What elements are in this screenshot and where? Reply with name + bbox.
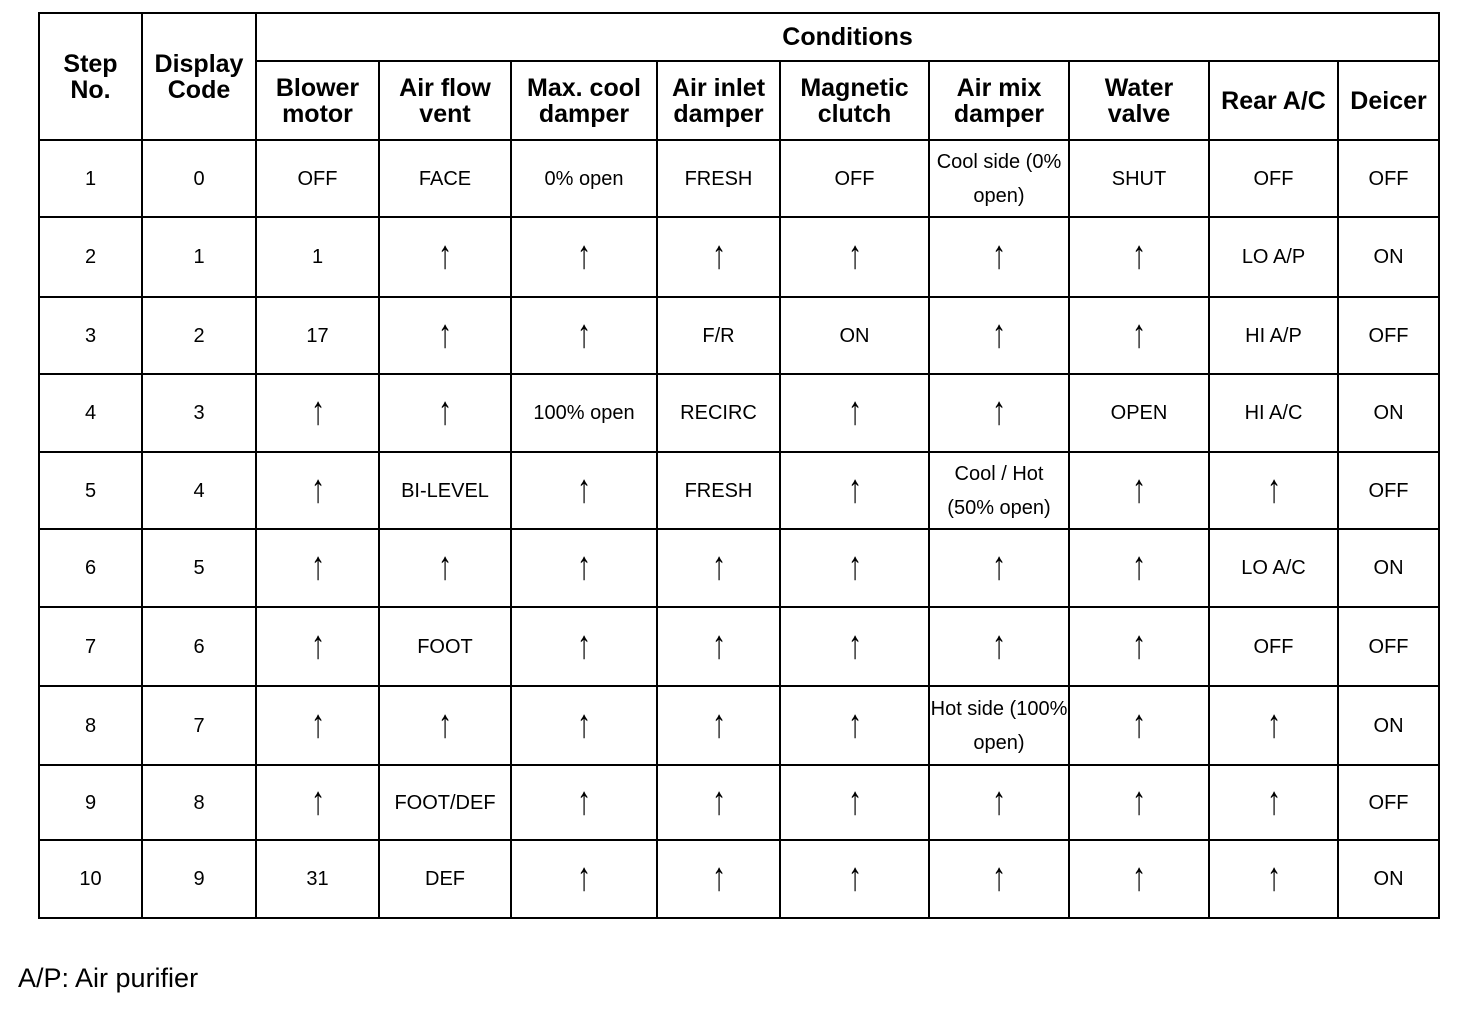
table-cell: [1069, 529, 1209, 607]
cell-text: 17: [306, 324, 329, 347]
table-cell: [929, 765, 1069, 840]
cell-text: 1: [193, 246, 205, 268]
cell-text: ON: [1373, 714, 1404, 737]
table-cell: [511, 297, 657, 374]
cell-text: RECIRC: [680, 402, 757, 424]
table-cell: [1209, 840, 1338, 918]
arrow-up-icon: ↑: [847, 389, 862, 433]
cell-text: 7: [84, 635, 97, 658]
table-cell: [1069, 217, 1209, 297]
table-row: [39, 452, 1439, 529]
table-cell: [929, 297, 1069, 374]
arrow-up-icon: ↑: [310, 466, 325, 511]
table-cell: [1209, 452, 1338, 529]
header-column: Air mix damper: [929, 61, 1069, 140]
table-cell: [1338, 686, 1439, 765]
arrow-up-icon: ↑: [847, 855, 862, 899]
cell-text: 2: [193, 324, 205, 347]
arrow-up-icon: ↑: [1132, 233, 1146, 277]
cell-text: SHUT: [1111, 167, 1167, 190]
table-cell: [379, 607, 511, 686]
table-cell: [1338, 529, 1439, 607]
cell-text: 4: [193, 479, 205, 502]
arrow-up-icon: ↑: [847, 466, 862, 511]
table-cell: [511, 452, 657, 529]
cell-text: 7: [193, 714, 205, 737]
table-row: [39, 374, 1439, 452]
table-cell: [511, 374, 657, 452]
cell-text: 4: [84, 402, 97, 424]
table-cell: [142, 297, 256, 374]
cell-text: 5: [84, 479, 97, 502]
table-cell: [256, 140, 379, 217]
arrow-up-icon: ↑: [1132, 855, 1146, 899]
arrow-up-icon: ↑: [577, 855, 591, 899]
table-cell: [511, 217, 657, 297]
table-cell: [780, 374, 929, 452]
cell-text: 31: [306, 868, 329, 890]
arrow-up-icon: ↑: [310, 778, 325, 823]
cell-text: 8: [193, 791, 205, 814]
header-column: Rear A/C: [1209, 61, 1338, 140]
table-cell: [929, 840, 1069, 918]
cell-text: OFF: [1253, 167, 1294, 190]
table-cell: [657, 765, 780, 840]
table-cell: [511, 765, 657, 840]
table-cell: [929, 217, 1069, 297]
arrow-up-icon: ↑: [711, 701, 726, 746]
arrow-up-icon: ↑: [577, 778, 591, 823]
cell-text: DEF: [425, 868, 465, 890]
cell-text: LO A/P: [1241, 246, 1306, 268]
table-cell: [780, 765, 929, 840]
table-cell: [511, 607, 657, 686]
table-cell: [1338, 765, 1439, 840]
table-cell: [929, 374, 1069, 452]
table-cell: [142, 765, 256, 840]
cell-text: FACE: [418, 167, 472, 190]
table-cell: [780, 140, 929, 217]
table-cell: [379, 140, 511, 217]
table-cell: [1209, 374, 1338, 452]
cell-text: ON: [1373, 246, 1404, 268]
header-column: Max. cool damper: [511, 61, 657, 140]
arrow-up-icon: ↑: [847, 622, 862, 667]
table-cell: [780, 686, 929, 765]
header-column: Magnetic clutch: [780, 61, 929, 140]
arrow-up-icon: ↑: [577, 233, 591, 277]
table-cell: [142, 607, 256, 686]
cell-text: FRESH: [684, 479, 753, 502]
table-cell: [379, 686, 511, 765]
table-cell: [256, 607, 379, 686]
arrow-up-icon: ↑: [310, 622, 325, 667]
cell-text: 10: [79, 868, 102, 890]
header-column: Air inlet damper: [657, 61, 780, 140]
header-column: Air flow vent: [379, 61, 511, 140]
table-cell: [1338, 840, 1439, 918]
table-cell: [657, 840, 780, 918]
table-cell: [379, 452, 511, 529]
arrow-up-icon: ↑: [1132, 466, 1146, 511]
table-cell: [1209, 140, 1338, 217]
table-cell: [929, 140, 1069, 217]
table-cell: [1209, 765, 1338, 840]
table-cell: [256, 452, 379, 529]
arrow-up-icon: ↑: [577, 311, 591, 356]
arrow-up-icon: ↑: [992, 233, 1006, 277]
table-cell: [1209, 686, 1338, 765]
arrow-up-icon: ↑: [1132, 778, 1146, 823]
arrow-up-icon: ↑: [310, 544, 325, 588]
table-cell: [39, 765, 142, 840]
cell-text: OFF: [1253, 635, 1294, 658]
arrow-up-icon: ↑: [577, 701, 591, 746]
table-row: [39, 297, 1439, 374]
cell-text: BI-LEVEL: [401, 479, 489, 502]
table-cell: [379, 765, 511, 840]
arrow-up-icon: ↑: [992, 778, 1006, 823]
table-cell: [1209, 529, 1338, 607]
arrow-up-icon: ↑: [711, 622, 726, 667]
table-cell: [929, 529, 1069, 607]
cell-text: 9: [84, 791, 97, 814]
arrow-up-icon: ↑: [438, 233, 452, 277]
arrow-up-icon: ↑: [992, 622, 1006, 667]
arrow-up-icon: ↑: [1266, 466, 1281, 511]
table-cell: [657, 529, 780, 607]
header-conditions: Conditions: [256, 13, 1439, 61]
table-cell: [1069, 686, 1209, 765]
table-cell: [1338, 452, 1439, 529]
table-cell: [39, 217, 142, 297]
table-cell: [39, 374, 142, 452]
cell-text: ON: [1373, 402, 1404, 424]
table-row: [39, 765, 1439, 840]
cell-text: FOOT: [417, 635, 473, 658]
table-cell: [39, 686, 142, 765]
arrow-up-icon: ↑: [847, 701, 862, 746]
table-cell: [256, 529, 379, 607]
arrow-up-icon: ↑: [438, 544, 452, 588]
table-cell: [39, 607, 142, 686]
arrow-up-icon: ↑: [1266, 701, 1281, 746]
table-cell: [780, 297, 929, 374]
table-cell: [929, 607, 1069, 686]
table-cell: [657, 374, 780, 452]
table-cell: [1338, 374, 1439, 452]
table-row: [39, 686, 1439, 765]
arrow-up-icon: ↑: [438, 701, 452, 746]
arrow-up-icon: ↑: [1132, 311, 1146, 356]
table-cell: [657, 297, 780, 374]
cell-text: 100% open: [533, 402, 635, 424]
table-cell: [256, 297, 379, 374]
arrow-up-icon: ↑: [577, 466, 591, 511]
table-cell: [1209, 607, 1338, 686]
header-display-code: Display Code: [142, 13, 256, 140]
cell-text: ON: [1373, 868, 1404, 890]
table-cell: [511, 140, 657, 217]
cell-text: 0% open: [544, 167, 624, 190]
table-cell: [657, 217, 780, 297]
table-row: [39, 840, 1439, 918]
cell-text: OFF: [1368, 167, 1409, 190]
table-cell: [39, 140, 142, 217]
table-cell: [256, 374, 379, 452]
table-cell: [142, 140, 256, 217]
cell-text: 9: [193, 868, 205, 890]
table-cell: [780, 529, 929, 607]
table-cell: [511, 840, 657, 918]
table-cell: [142, 686, 256, 765]
cell-text: 0: [193, 167, 205, 190]
table-cell: [39, 452, 142, 529]
arrow-up-icon: ↑: [310, 389, 325, 433]
table-cell: [511, 529, 657, 607]
header-step-no: Step No.: [39, 13, 142, 140]
table-cell: [929, 686, 1069, 765]
cell-text: LO A/C: [1241, 557, 1306, 579]
cell-text: Cool / Hot (50% open): [947, 462, 1051, 519]
cell-text: 1: [311, 246, 324, 268]
table-cell: [39, 297, 142, 374]
table-cell: [379, 297, 511, 374]
cell-text: OFF: [297, 167, 338, 190]
arrow-up-icon: ↑: [310, 701, 325, 746]
table-cell: [142, 452, 256, 529]
table-cell: [1209, 217, 1338, 297]
table-cell: [929, 452, 1069, 529]
table-cell: [1338, 217, 1439, 297]
header-column: Blower motor: [256, 61, 379, 140]
table-cell: [1069, 765, 1209, 840]
cell-text: HI A/C: [1244, 402, 1303, 424]
table-cell: [657, 607, 780, 686]
table-cell: [142, 217, 256, 297]
table-row: [39, 529, 1439, 607]
hvac-self-diagnosis-table: [38, 12, 1440, 919]
cell-text: HI A/P: [1245, 324, 1302, 347]
table-cell: [1069, 374, 1209, 452]
cell-text: F/R: [702, 324, 735, 347]
cell-text: OFF: [1368, 324, 1409, 347]
table-cell: [1069, 607, 1209, 686]
arrow-up-icon: ↑: [1132, 544, 1146, 588]
table-cell: [780, 217, 929, 297]
cell-text: 1: [84, 167, 97, 190]
table-cell: [780, 452, 929, 529]
table-cell: [256, 765, 379, 840]
arrow-up-icon: ↑: [992, 544, 1006, 588]
table-row: [39, 607, 1439, 686]
arrow-up-icon: ↑: [1132, 622, 1146, 667]
table-cell: [1338, 297, 1439, 374]
cell-text: 6: [84, 557, 97, 579]
table-cell: [780, 607, 929, 686]
table-cell: [379, 529, 511, 607]
arrow-up-icon: ↑: [992, 389, 1006, 433]
table-cell: [1069, 140, 1209, 217]
arrow-up-icon: ↑: [577, 622, 591, 667]
arrow-up-icon: ↑: [847, 778, 862, 823]
arrow-up-icon: ↑: [711, 778, 726, 823]
cell-text: ON: [1373, 557, 1404, 579]
cell-text: OFF: [834, 167, 875, 190]
arrow-up-icon: ↑: [711, 855, 726, 899]
cell-text: ON: [839, 324, 870, 347]
cell-text: 6: [193, 635, 205, 658]
header-column: Water valve: [1069, 61, 1209, 140]
table-cell: [39, 529, 142, 607]
table-cell: [256, 840, 379, 918]
table-cell: [780, 840, 929, 918]
table-cell: [379, 374, 511, 452]
table-cell: [142, 374, 256, 452]
cell-text: OFF: [1368, 479, 1409, 502]
cell-text: FRESH: [684, 167, 753, 190]
arrow-up-icon: ↑: [711, 544, 726, 588]
table-cell: [1338, 607, 1439, 686]
arrow-up-icon: ↑: [438, 389, 452, 433]
table-cell: [657, 452, 780, 529]
header-column: Deicer: [1338, 61, 1439, 140]
table-cell: [142, 529, 256, 607]
table-cell: [256, 217, 379, 297]
cell-text: 5: [193, 557, 205, 579]
cell-text: 3: [84, 324, 97, 347]
cell-text: Hot side (100% open): [930, 697, 1068, 754]
table-cell: [142, 840, 256, 918]
arrow-up-icon: ↑: [711, 233, 726, 277]
cell-text: OFF: [1368, 791, 1409, 814]
arrow-up-icon: ↑: [1266, 778, 1281, 823]
cell-text: 2: [84, 246, 97, 268]
cell-text: 8: [84, 714, 97, 737]
table-cell: [657, 140, 780, 217]
table-cell: [1069, 297, 1209, 374]
cell-text: OPEN: [1110, 402, 1168, 424]
arrow-up-icon: ↑: [1132, 701, 1146, 746]
arrow-up-icon: ↑: [1266, 855, 1281, 899]
arrow-up-icon: ↑: [577, 544, 591, 588]
footnote: A/P: Air purifier: [18, 963, 199, 993]
cell-text: Cool side (0% open): [936, 150, 1062, 207]
table-cell: [1209, 297, 1338, 374]
table-row: [39, 217, 1439, 297]
arrow-up-icon: ↑: [992, 311, 1006, 356]
table-row: [39, 140, 1439, 217]
cell-text: FOOT/DEF: [394, 791, 496, 814]
table-cell: [1069, 452, 1209, 529]
table-cell: [1338, 140, 1439, 217]
table-cell: [657, 686, 780, 765]
arrow-up-icon: ↑: [438, 311, 452, 356]
arrow-up-icon: ↑: [992, 855, 1006, 899]
table-cell: [379, 840, 511, 918]
arrow-up-icon: ↑: [847, 544, 862, 588]
table-cell: [39, 840, 142, 918]
arrow-up-icon: ↑: [847, 233, 862, 277]
table-cell: [256, 686, 379, 765]
cell-text: OFF: [1368, 635, 1409, 658]
table-cell: [379, 217, 511, 297]
cell-text: 3: [193, 402, 205, 424]
table-cell: [511, 686, 657, 765]
table-cell: [1069, 840, 1209, 918]
